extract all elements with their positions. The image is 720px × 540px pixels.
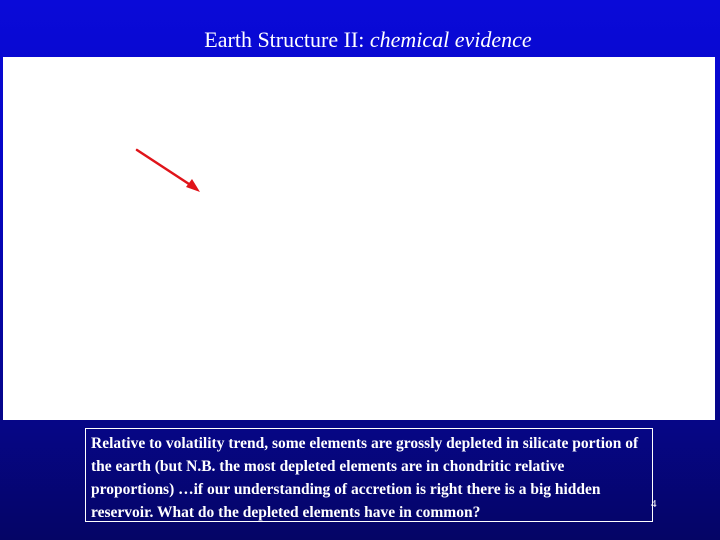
title-italic-text: chemical evidence <box>369 27 532 52</box>
slide-number: 4 <box>651 498 657 510</box>
caption-text: Relative to volatility trend, some elements are grossly depleted in silicate portion of the earth (but N.B. the most depleted elements are in chondritic relative proportions) …if our understanding of accretion is right there is a big hidden reservoir. What do the depleted elements have in common? <box>91 435 639 521</box>
figure-area <box>3 57 715 420</box>
red-arrow-icon <box>3 57 715 420</box>
title-main-text: Earth Structure II: <box>204 27 370 52</box>
slide-title <box>0 26 720 54</box>
caption-box <box>85 428 653 522</box>
